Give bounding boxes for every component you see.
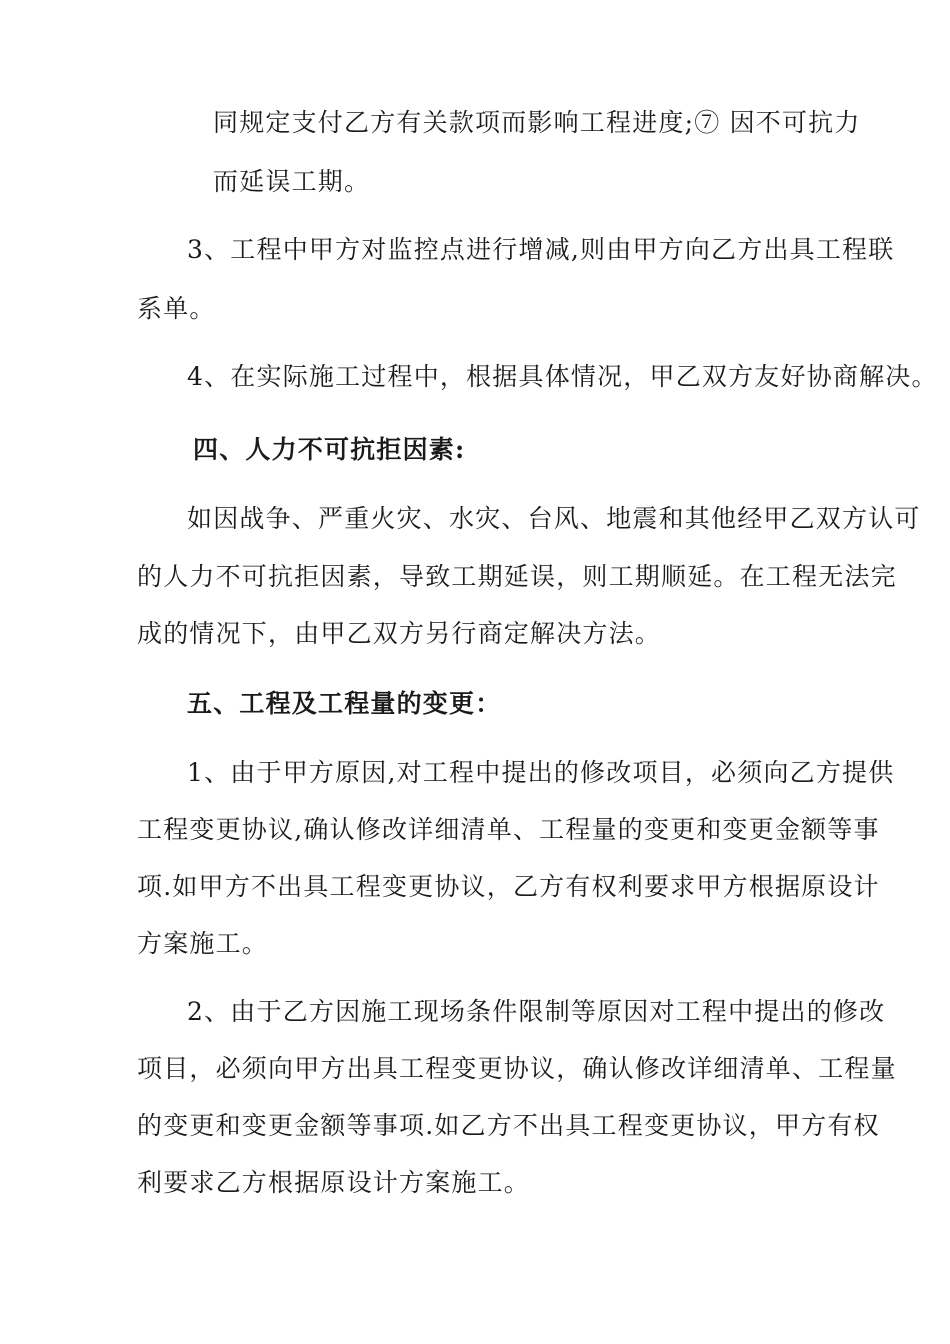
section-heading: 四、人力不可抗拒因素: [193, 435, 466, 464]
paragraph-line: 的人力不可抗拒因素，导致工期延误，则工期顺延。在工程无法完 [137, 562, 897, 591]
paragraph-line: 工程变更协议,确认修改详细清单、工程量的变更和变更金额等事 [137, 815, 880, 844]
paragraph-line: 3、工程中甲方对监控点进行增减,则由甲方向乙方出具工程联 [187, 235, 895, 264]
paragraph-line: 的变更和变更金额等事项.如乙方不出具工程变更协议，甲方有权 [137, 1111, 880, 1140]
paragraph-line: 而延误工期。 [213, 167, 371, 196]
paragraph-line: 同规定支付乙方有关款项而影响工程进度;⑦ 因不可抗力 [213, 108, 861, 137]
section-heading: 五、工程及工程量的变更： [187, 689, 502, 718]
paragraph-line: 2、由于乙方因施工现场条件限制等原因对工程中提出的修改 [187, 997, 886, 1026]
paragraph-line: 系单。 [137, 294, 216, 323]
paragraph-line: 项目，必须向甲方出具工程变更协议，确认修改详细清单、工程量 [137, 1054, 897, 1083]
paragraph-line: 1、由于甲方原因,对工程中提出的修改项目，必须向乙方提供 [187, 758, 895, 787]
paragraph-line: 方案施工。 [137, 929, 269, 958]
paragraph-line: 项.如甲方不出具工程变更协议，乙方有权利要求甲方根据原设计 [137, 872, 880, 901]
paragraph-line: 利要求乙方根据原设计方案施工。 [137, 1168, 531, 1197]
paragraph-line: 如因战争、严重火灾、水灾、台风、地震和其他经甲乙双方认可 [187, 504, 921, 533]
paragraph-line: 4、在实际施工过程中，根据具体情况，甲乙双方友好协商解决。 [187, 362, 938, 391]
paragraph-line: 成的情况下，由甲乙双方另行商定解决方法。 [137, 619, 662, 648]
